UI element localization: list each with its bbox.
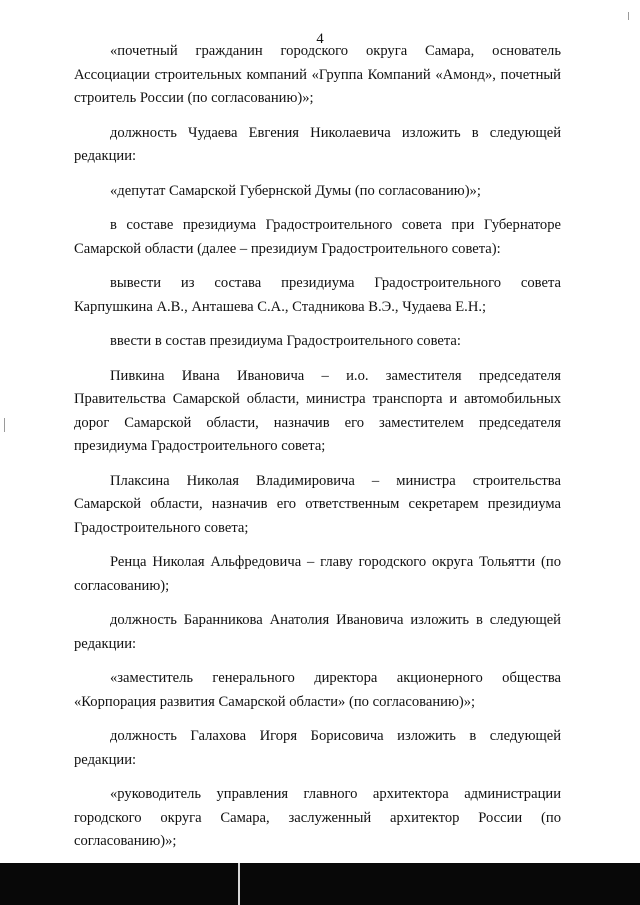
paragraph: «заместитель генерального директора акционерного общества «Корпорация развития Самарской области» (по согласованию)»;	[74, 670, 561, 710]
scan-bottom-edge	[0, 863, 640, 905]
paragraph: «депутат Самарской Губернской Думы (по согласованию)»;	[110, 182, 481, 199]
paragraph: «почетный гражданин городского округа Самара, основатель Ассоциации строительных компаний «Группа Компаний «Амонд», почетный строитель России (по согласованию)»;	[74, 43, 561, 106]
paragraph: Пивкина Ивана Ивановича – и.о. заместителя председателя Правительства Самарской области, министра транспорта и автомобильных дорог Самарской области, назначив его заместителем председателя президиума Градостроительного совета;	[74, 367, 561, 454]
paragraph: «руководитель управления главного архитектора администрации городского округа Самара, заслуженный архитектор России (по согласованию)»;	[74, 786, 561, 849]
paragraph: должность Галахова Игоря Борисовича изложить в следующей редакции:	[74, 728, 561, 768]
paragraph: ввести в состав президиума Градостроительного совета:	[110, 333, 461, 349]
paragraph: в составе президиума Градостроительного совета при Губернаторе Самарской области (далее – президиум Градостроительного совета):	[74, 217, 561, 257]
document-body	[74, 40, 561, 854]
scan-margin-mark	[628, 12, 629, 20]
paragraph: Ренца Николая Альфредовича – главу городского округа Тольятти (по согласованию);	[74, 554, 561, 594]
scan-edge-divider	[238, 863, 240, 905]
paragraph: должность Баранникова Анатолия Ивановича изложить в следующей редакции:	[74, 612, 561, 652]
paragraph: Плаксина Николая Владимировича – министра строительства Самарской области, назначив его ответственным секретарем президиума Градостроительного совета;	[74, 472, 561, 536]
scan-margin-mark	[4, 418, 5, 432]
paragraph: вывести из состава президиума Градостроительного совета Карпушкина А.В., Анташева С.А., Стадникова В.Э., Чудаева Е.Н.;	[74, 275, 561, 315]
page-number: 4	[316, 31, 324, 47]
paragraph: должность Чудаева Евгения Николаевича изложить в следующей редакции:	[74, 124, 561, 164]
